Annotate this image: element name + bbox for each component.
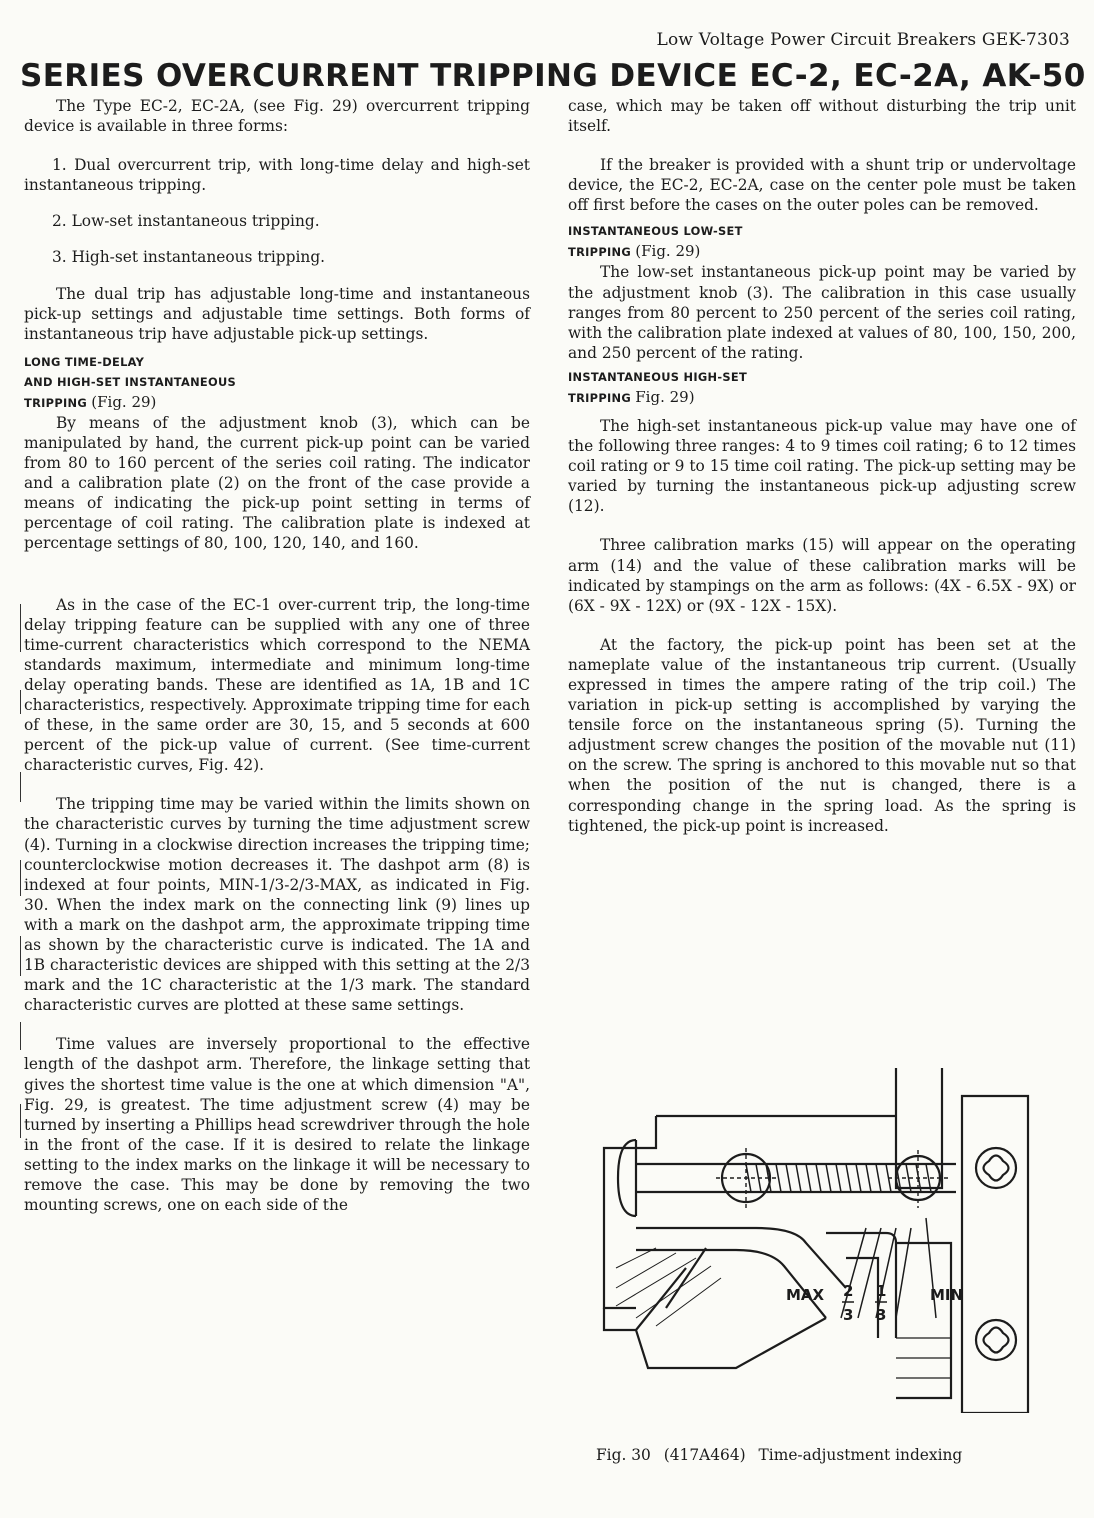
section-heading-low-set: INSTANTANEOUS LOW-SET bbox=[568, 224, 743, 239]
figure-reference: (Fig. 29) bbox=[635, 242, 701, 261]
low-set-paragraph: The low-set instantaneous pick-up point may be varied by the adjustment knob (3). The calibration in this case usually ranges from 80 percent to 250 percent of the series coil rating, with the calibration plate indexed at values of 80, 100, 150, 200, and 250 percent of the rating. bbox=[568, 263, 1076, 362]
list-item: 1. Dual overcurrent trip, with long-time delay and high-set instantaneous tripping. bbox=[24, 156, 530, 195]
calibration-marks-paragraph: Three calibration marks (15) will appear on the operating arm (14) and the value of these calibration marks will be indicated by stampings on the arm as follows: (4X - 6.5X - 9X) or (6X - 9X - 12X) or (9X - 12X - 15X). bbox=[568, 536, 1076, 615]
dashpot-arm bbox=[636, 1228, 846, 1318]
vertical-bar bbox=[896, 1068, 942, 1188]
list-item: 2. Low-set instantaneous tripping. bbox=[52, 212, 320, 231]
page-title: SERIES OVERCURRENT TRIPPING DEVICE EC-2, EC-2A, AK-50 bbox=[20, 58, 1086, 94]
figure-caption bbox=[596, 1446, 970, 1464]
margin-bar bbox=[20, 936, 21, 976]
figure-caption-text: Time-adjustment indexing bbox=[758, 1446, 963, 1464]
shunt-trip-paragraph: If the breaker is provided with a shunt trip or undervoltage device, the EC-2, EC-2A, case on the center pole must be taken off first before the cases on the outer poles can be removed. bbox=[568, 156, 1076, 215]
section-heading-label: TRIPPING bbox=[24, 395, 87, 410]
knob-paragraph: By means of the adjustment knob (3), which can be manipulated by hand, the current pick-up point can be varied from 80 to 160 percent of the series coil rating. The indicator and a calibration plate (2) on the front of the case provide a means of indicating the pick-up point setting in terms of percentage of coil rating. The calibration plate is indexed at percentage settings of 80, 100, 120, 140, and 160. bbox=[24, 413, 530, 553]
label-one: 1 bbox=[876, 1282, 887, 1300]
time-values-paragraph: Time values are inversely proportional to the effective length of the dashpot arm. Therefore, the linkage setting that gives the shortest time value is the one at which dimension "A", Fig. 29, is greatest. The time adjustment screw (4) may be turned by inserting a Phillips head screwdriver through the hole in the front of the case. If it is desired to relate the linkage setting to the index marks on the linkage it will be necessary to remove the case. This may be done by removing the two mounting screws, one on each side of the bbox=[24, 1035, 530, 1215]
section-heading-long-time-3 bbox=[24, 392, 530, 413]
margin-bar bbox=[20, 860, 21, 896]
label-min: MIN bbox=[930, 1286, 964, 1304]
mounting-plate bbox=[962, 1096, 1028, 1413]
tripping-time-paragraph: The tripping time may be varied within the limits shown on the characteristic curves by turning the time adjustment screw (4). Turning in a clockwise direction increases the tripping time; counterclockwise motion decreases it. The dashpot arm (8) is indexed at four points, MIN-1/3-2/3-MAX, as indicated in Fig. 30. When the index mark on the connecting link (9) lines up with a mark on the dashpot arm, the approximate tripping time as shown by the characteristic curve is indicated. The 1A and 1B characteristic devices are shipped with this setting at the 2/3 mark and the 1C characteristic at the 1/3 mark. The standard characteristic curves are plotted at these same settings. bbox=[24, 795, 530, 1015]
figure-code: (417A464) bbox=[663, 1446, 746, 1464]
label-three-b: 3 bbox=[876, 1306, 887, 1324]
right-column bbox=[568, 96, 1076, 855]
section-heading-low-set-2 bbox=[568, 241, 1076, 262]
figure-30-drawing bbox=[596, 1068, 1036, 1413]
mounting-screw bbox=[976, 1320, 1016, 1360]
margin-bar bbox=[20, 772, 21, 802]
intro-paragraph: The Type EC-2, EC-2A, (see Fig. 29) overcurrent tripping device is available in three forms: bbox=[24, 97, 530, 136]
section-heading-long-time-2: AND HIGH-SET INSTANTANEOUS bbox=[24, 374, 237, 389]
section-heading-label: TRIPPING bbox=[568, 390, 631, 405]
section-heading-long-time: LONG TIME-DELAY bbox=[24, 354, 145, 369]
margin-bar bbox=[20, 1022, 21, 1050]
dual-trip-paragraph: The dual trip has adjustable long-time and instantaneous pick-up settings and adjustable time settings. Both forms of instantaneous trip have adjustable pick-up settings. bbox=[24, 284, 530, 343]
ec1-paragraph: As in the case of the EC-1 over-current trip, the long-time delay tripping feature can be supplied with any one of three time-current characteristics which correspond to the NEMA standards maximum, intermediate and minimum long-time delay operating bands. These are identified as 1A, 1B and 1C characteristics, respectively. Approximate tripping time for each of these, in the same order are 30, 15, and 5 seconds at 600 percent of the pick-up value of current. (See time-current characteristic curves, Fig. 42). bbox=[24, 595, 530, 775]
screw-head bbox=[618, 1140, 636, 1216]
section-heading-label: TRIPPING bbox=[568, 245, 631, 260]
figure-reference: Fig. 29) bbox=[635, 387, 695, 406]
high-set-paragraph: The high-set instantaneous pick-up value may have one of the following three ranges: 4 to 9 times coil rating; 6 to 12 times coil rating or 9 to 15 time coil rating. The pick-up setting may be varied by turning the instantaneous pick-up adjusting screw (12). bbox=[568, 416, 1076, 516]
figure-number: Fig. 30 bbox=[596, 1446, 651, 1464]
case-paragraph: case, which may be taken off without disturbing the trip unit itself. bbox=[568, 97, 1076, 136]
factory-paragraph: At the factory, the pick-up point has been set at the nameplate value of the instantaneous trip current. (Usually expressed in times the ampere rating of the trip coil.) The variation in pick-up setting is accomplished by varying the tensile force on the instantaneous spring (5). Turning the adjustment screw changes the position of the movable nut (11) on the screw. The spring is anchored to this movable nut so that when the position of the nut is changed, there is a corresponding change in the spring load. As the spring is tightened, the pick-up point is increased. bbox=[568, 635, 1076, 835]
margin-bar bbox=[20, 604, 21, 652]
running-header: Low Voltage Power Circuit Breakers GEK-7303 bbox=[656, 30, 1070, 50]
section-heading-high-set: INSTANTANEOUS HIGH-SET bbox=[568, 369, 748, 384]
left-column bbox=[24, 96, 530, 1234]
mounting-screw bbox=[976, 1148, 1016, 1188]
label-two: 2 bbox=[843, 1282, 854, 1300]
section-heading-high-set-2 bbox=[568, 387, 1076, 408]
list-item: 3. High-set instantaneous tripping. bbox=[52, 248, 326, 267]
label-max: MAX bbox=[786, 1286, 825, 1304]
margin-bar bbox=[20, 1104, 21, 1138]
label-three-a: 3 bbox=[843, 1306, 854, 1324]
figure-reference: (Fig. 29) bbox=[91, 392, 157, 411]
margin-bar bbox=[20, 690, 21, 714]
time-adjustment-diagram bbox=[596, 1068, 1036, 1413]
